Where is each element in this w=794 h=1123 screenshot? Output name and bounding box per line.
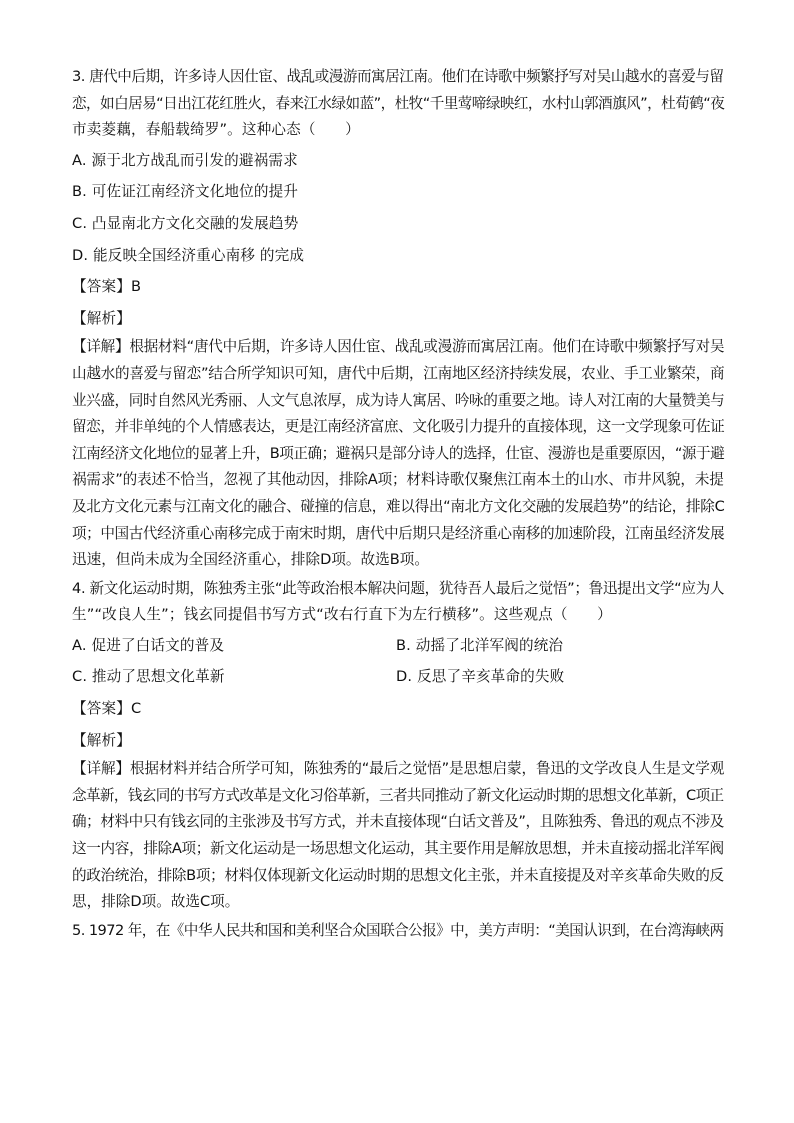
- question-3-detail-line-3: 业兴盛，同时自然风光秀丽、人文气息浓厚，成为诗人寓居、吟咏的重要之地。诗人对江南的大量赞美与: [72, 391, 725, 409]
- question-4-options-row-1: [72, 633, 724, 660]
- question-5: [72, 918, 724, 945]
- question-4-detail-line-4: 这一内容，排除A项；新文化运动是一场思想文化运动，其主要作用是解放思想，并未直接动摇北洋军阀: [72, 840, 724, 858]
- question-3-detail-line-6: 祸需求”的表述不恰当，忽视了其他动因，排除A项；材料诗歌仅聚焦江南本土的山水、市井风貌，未提: [72, 471, 724, 489]
- question-4-detail-line-2: 念革新，钱玄同的书写方式改革是文化习俗革新，三者共同推动了新文化运动时期的思想文化革新，C项正: [72, 786, 724, 804]
- question-3-stem-line-3: 市卖菱藕，春船载绮罗”。这种心态（ ）: [72, 121, 360, 139]
- question-3: [72, 64, 724, 574]
- question-3-answer: 【答案】B: [72, 278, 142, 296]
- question-3-detail-line-1: 【详解】根据材料“唐代中后期，许多诗人因仕宦、战乱或漫游而寓居江南。他们在诗歌中频繁抒写对吴: [72, 338, 725, 356]
- question-4-options-row-2: [72, 664, 724, 691]
- question-4-option-c: C. 推动了思想文化革新: [72, 668, 225, 686]
- question-3-option-c: C. 凸显南北方文化交融的发展趋势: [72, 214, 299, 232]
- question-3-option-a: A. 源于北方战乱而引发的避祸需求: [72, 151, 298, 169]
- question-4-analysis-label: 【解析】: [72, 731, 131, 749]
- question-3-detail-line-9: 迅速，但尚未成为全国经济重心，排除D项。故选B项。: [72, 551, 429, 569]
- question-4-stem-line-2: 生”“改良人生”；钱玄同提倡书写方式“改右行直下为左行横移”。这些观点（ ）: [72, 606, 612, 624]
- question-3-stem-line-1: 3. 唐代中后期，许多诗人因仕宦、战乱或漫游而寓居江南。他们在诗歌中频繁抒写对吴山越水的喜爱与留: [72, 68, 724, 85]
- question-4-detail-line-5: 的政治统治，排除B项；材料仅体现新文化运动时期的思想文化主张，并未直接提及对辛亥革命失败的反: [72, 866, 724, 884]
- question-3-detail-line-5: 江南经济文化地位的显著上升，B项正确；避祸只是部分诗人的选择，仕宦、漫游也是重要原因，“源于避: [72, 444, 725, 462]
- question-4-option-d: D. 反思了辛亥革命的失败: [396, 668, 565, 686]
- question-4-detail-line-6: 思，排除D项。故选C项。: [72, 893, 240, 911]
- question-4-detail: [72, 756, 724, 916]
- question-3-detail-line-2: 山越水的喜爱与留恋”结合所学知识可知，唐代中后期，江南地区经济持续发展，农业、手工业繁荣，商: [72, 364, 725, 382]
- document-page: [72, 64, 724, 944]
- question-3-option-d: D. 能反映全国经济重心南移 的完成: [72, 246, 305, 264]
- question-3-detail: [72, 334, 724, 573]
- question-3-analysis-label: 【解析】: [72, 309, 131, 327]
- question-4: [72, 576, 724, 916]
- question-4-option-a: A. 促进了白话文的普及: [72, 636, 225, 654]
- question-4-answer: 【答案】C: [72, 700, 142, 718]
- question-4-option-b: B. 动摇了北洋军阀的统治: [396, 636, 564, 654]
- question-3-option-b: B. 可佐证江南经济文化地位的提升: [72, 183, 299, 201]
- question-5-stem-line-1: 5. 1972 年，在《中华人民共和国和美利坚合众国联合公报》中，美方声明：“美国认识到，在台湾海峡两: [72, 921, 724, 939]
- question-4-stem-line-1: 4. 新文化运动时期，陈独秀主张“此等政治根本解决问题，犹待吾人最后之觉悟”；鲁迅提出文学“应为人: [72, 579, 725, 597]
- question-3-stem-line-2: 恋，如白居易“日出江花红胜火，春来江水绿如蓝”，杜牧“千里莺啼绿映红，水村山郭酒旗风”，杜荀鹤“夜: [72, 94, 725, 112]
- question-3-detail-line-7: 及北方文化元素与江南文化的融合、碰撞的信息，难以得出“南北方文化交融的发展趋势”的结论，排除C: [72, 497, 725, 515]
- question-3-detail-line-8: 项；中国古代经济重心南移完成于南宋时期，唐代中后期只是经济重心南移的加速阶段，江南虽经济发展: [72, 524, 725, 542]
- question-4-detail-line-3: 确；材料中只有钱玄同的主张涉及书写方式，并未直接体现“白话文普及”，且陈独秀、鲁迅的观点不涉及: [72, 813, 724, 831]
- question-3-detail-line-4: 留恋，并非单纯的个人情感表达，更是江南经济富庶、文化吸引力提升的直接体现，这一文学现象可佐证: [72, 418, 725, 436]
- question-4-detail-line-1: 【详解】根据材料并结合所学可知，陈独秀的“最后之觉悟”是思想启蒙，鲁迅的文学改良人生是文学观: [72, 760, 725, 778]
